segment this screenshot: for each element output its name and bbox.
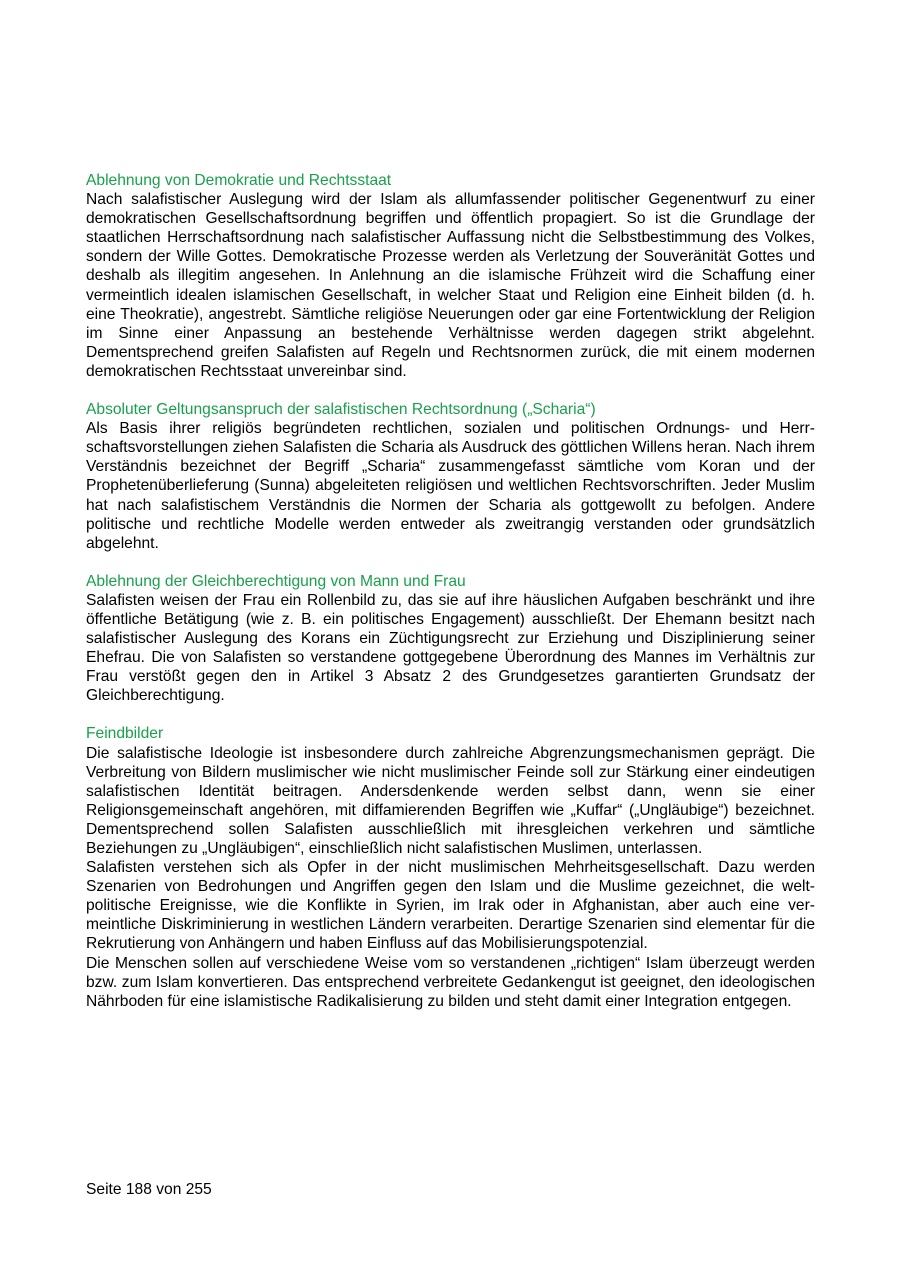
section-sharia	[86, 400, 815, 553]
section-heading: Feindbilder	[86, 725, 164, 743]
paragraph: Salafisten weisen der Frau ein Rollenbild zu, das sie auf ihre häuslichen Aufgaben beschränkt und ihre öffentliche Betätigung (wie z. B. ein politisches Engagement) ausschließt. Der Ehemann besitzt nach salafistischer Auslegung des Korans ein Züchtigungsrecht zur Erziehung und Disziplinierung seiner Ehefrau. Die von Salafisten so verstandene gottgegebene Überordnung des Mannes im Verhältnis zur Frau verstößt gegen den in Artikel 3 Absatz 2 des Grundgesetzes garantierten Grundsatz der Gleichberechtigung.	[86, 591, 815, 705]
section-democracy	[86, 171, 815, 381]
paragraph: Die Menschen sollen auf verschiedene Weise vom so verstandenen „richtigen“ Islam überzeugt werden bzw. zum Islam konvertieren. Das entsprechend verbreitete Gedankengut ist geeignet, den ideologischen Nährboden für eine islamistische Radikalisierung zu bilden und steht damit einer Integration entgegen.	[86, 954, 815, 1010]
page-content	[86, 171, 815, 1030]
section-heading: Ablehnung von Demokratie und Rechtsstaat	[86, 172, 392, 189]
paragraph: Nach salafistischer Auslegung wird der Islam als allumfassender politischer Gegenentwurf zu einer demokratischen Gesellschaftsordnung begriffen und öffentlich propagiert. So ist die Grundlage der staatlichen Herrschaftsordnung nach salafistischer Auffassung nicht die Selbstbestimmung des Volkes, sondern der Wille Gottes. Demokratische Prozesse werden als Verletzung der Souveränität Gottes und deshalb als illegitim angesehen. In Anlehnung an die islamische Frühzeit wird die Schaffung einer vermeintlich idealen islamischen Gesellschaft, in welcher Staat und Religion eine Einheit bilden (d. h. eine Theokratie), angestrebt. Sämtliche religiöse Neuerungen oder gar eine Fortentwicklung der Religion im Sinne einer Anpassung an bestehende Verhältnisse werden dagegen strikt abgelehnt. Dementsprechend greifen Salafisten auf Regeln und Rechtsnormen zurück, die mit einem modernen demokratischen Rechtsstaat unvereinbar sind.	[86, 191, 815, 380]
section-heading: Absoluter Geltungsanspruch der salafistischen Rechtsordnung („Scharia“)	[86, 401, 596, 419]
paragraph: Die salafistische Ideologie ist insbesondere durch zahlreiche Abgrenzungsmechanismen geprägt. Die Verbreitung von Bildern muslimischer wie nicht muslimischer Feinde soll zur Stärkung einer eindeutigen salafistischen Identität beitragen. Andersdenkende werden selbst dann, wenn sie einer Religionsgemeinschaft angehören, mit diffamierenden Begriffen wie „Kuffar“ („Ungläubige“) bezeichnet. Dementsprechend sollen Salafisten ausschließlich mit ihresgleichen verkehren und sämtliche Beziehungen zu „Ungläubigen“, einschließlich nicht salafistischen Muslimen, unterlassen.	[86, 744, 815, 857]
paragraph: Salafisten verstehen sich als Opfer in der nicht muslimischen Mehrheitsgesellschaft. Dazu werden Szenarien von Bedrohungen und Angriffen gegen den Islam und die Muslime gezeichnet, die weltpolitische Ereignisse, wie die Konflikte in Syrien, im Irak oder in Afghanistan, aber auch eine vermeintliche Diskriminierung in westlichen Ländern verarbeiten. Derartige Szenarien sind elementar für die Rekrutierung von Anhängern und haben Einfluss auf das Mobilisierungspotenzial.	[86, 859, 815, 953]
paragraph: Als Basis ihrer religiös begründeten rechtlichen, sozialen und politischen Ordnungs- und Herrschaftsvorstellungen ziehen Salafisten die Scharia als Ausdruck des göttlichen Willens heran. Nach ihrem Verständnis bezeichnet der Begriff „Scharia“ zusammengefasst sämtliche vom Koran und der Prophetenüberlieferung (Sunna) abgeleiteten religiösen und weltlichen Rechtsvorschriften. Jeder Muslim hat nach salafistischem Verständnis die Normen der Scharia als gottgewollt zu befolgen. Andere politische und rechtliche Modelle werden entweder als zweitrangig verstanden oder grundsätzlich abgelehnt.	[86, 420, 815, 552]
section-enemy-images	[86, 724, 815, 1010]
section-heading: Ablehnung der Gleichberechtigung von Mann und Frau	[86, 572, 466, 590]
page-number: Seite 188 von 255	[86, 1181, 212, 1198]
section-equality	[86, 572, 815, 706]
